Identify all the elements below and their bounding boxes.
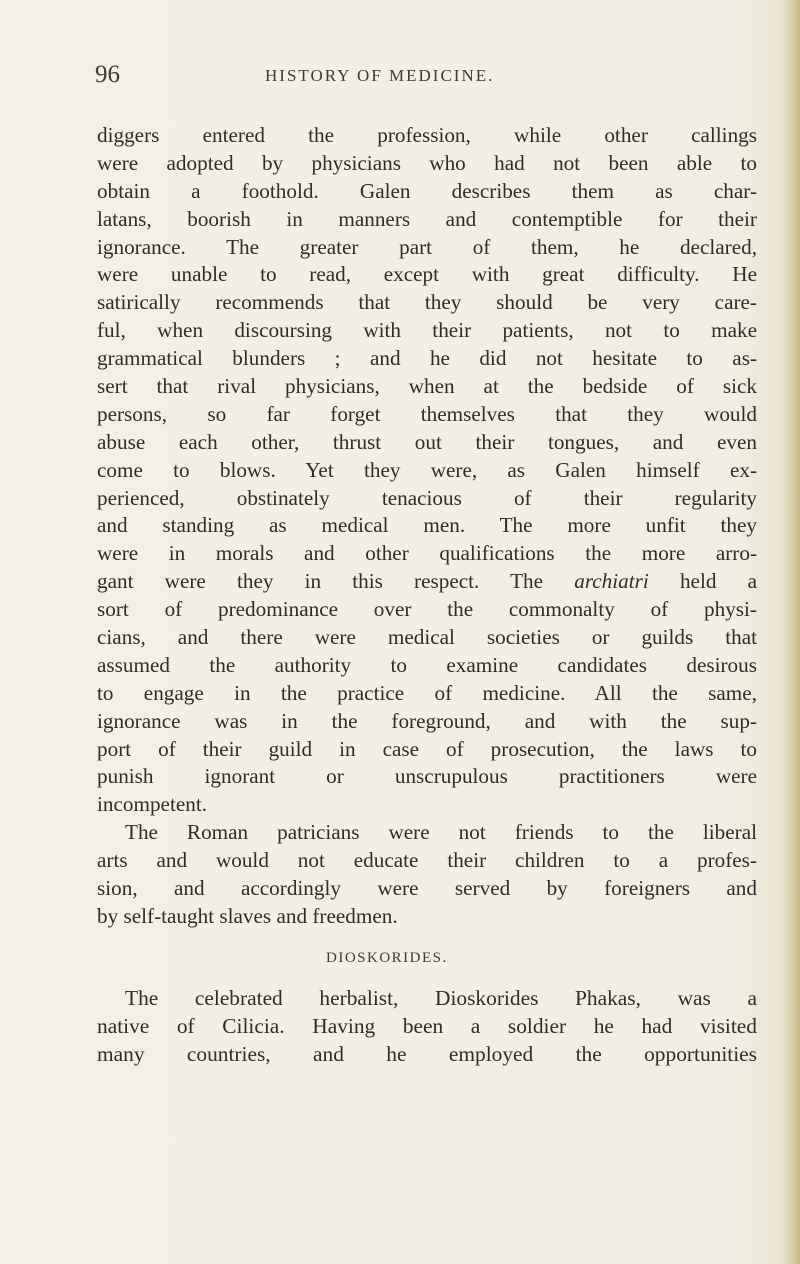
text-line: sion, and accordingly were served by foreigners and [97, 876, 757, 901]
text-line: to engage in the practice of medicine. All the same, [97, 680, 757, 705]
text-line: punish ignorant or unscrupulous practitioners were [97, 764, 757, 789]
text-line: persons, so far forget themselves that they would [97, 401, 757, 426]
text-line: sert that rival physicians, when at the bedside of sick [97, 374, 757, 399]
text-line: by self-taught slaves and freedmen. [97, 903, 398, 928]
text-line: arts and would not educate their children to a profes- [97, 848, 757, 873]
text-run: held a [648, 569, 757, 594]
italic-term: archiatri [574, 569, 649, 594]
paragraph-3 [97, 985, 757, 1069]
text-line: obtain a foothold. Galen describes them as char- [97, 178, 757, 203]
text-line-with-italic [97, 568, 757, 596]
text-run: gant were they in this respect. The [97, 569, 575, 594]
text-line: come to blows. Yet they were, as Galen himself ex- [97, 457, 757, 482]
body-text [97, 122, 757, 1069]
text-line: assumed the authority to examine candidates desirous [97, 652, 757, 677]
text-line: ignorance was in the foreground, and with the sup- [97, 708, 757, 733]
text-line: sort of predominance over the commonalty of physi- [97, 597, 757, 622]
text-line: were adopted by physicians who had not been able to [97, 150, 757, 175]
text-line: The celebrated herbalist, Dioskorides Phakas, was a [125, 985, 757, 1010]
page-edge-shadow [782, 0, 800, 1264]
text-line: were in morals and other qualifications the more arro- [97, 541, 757, 566]
text-line: cians, and there were medical societies or guilds that [97, 625, 757, 650]
text-line: port of their guild in case of prosecution, the laws to [97, 736, 757, 761]
page-header [95, 61, 715, 91]
paragraph-1 [97, 122, 757, 819]
text-line: incompetent. [97, 792, 208, 817]
page-number: 96 [95, 61, 120, 88]
section-heading: DIOSKORIDES. [326, 949, 448, 966]
running-head: HISTORY OF MEDICINE. [265, 66, 495, 85]
text-line: were unable to read, except with great difficulty. He [97, 262, 757, 287]
text-line: perienced, obstinately tenacious of their regularity [97, 485, 757, 510]
paragraph-2 [97, 819, 757, 931]
text-line: many countries, and he employed the opportunities [97, 1041, 757, 1066]
text-line: grammatical blunders ; and he did not hesitate to as- [97, 346, 757, 371]
text-line: ful, when discoursing with their patients, not to make [97, 318, 757, 343]
text-line: latans, boorish in manners and contemptible for their [97, 206, 757, 231]
text-line: diggers entered the profession, while other callings [97, 123, 757, 147]
text-line: The Roman patricians were not friends to the liberal [125, 820, 757, 845]
text-line: and standing as medical men. The more unfit they [97, 513, 757, 538]
text-line: satirically recommends that they should be very care- [97, 290, 757, 315]
text-line: ignorance. The greater part of them, he declared, [97, 234, 757, 259]
text-line: native of Cilicia. Having been a soldier he had visited [97, 1013, 757, 1038]
text-line: abuse each other, thrust out their tongues, and even [97, 429, 757, 454]
